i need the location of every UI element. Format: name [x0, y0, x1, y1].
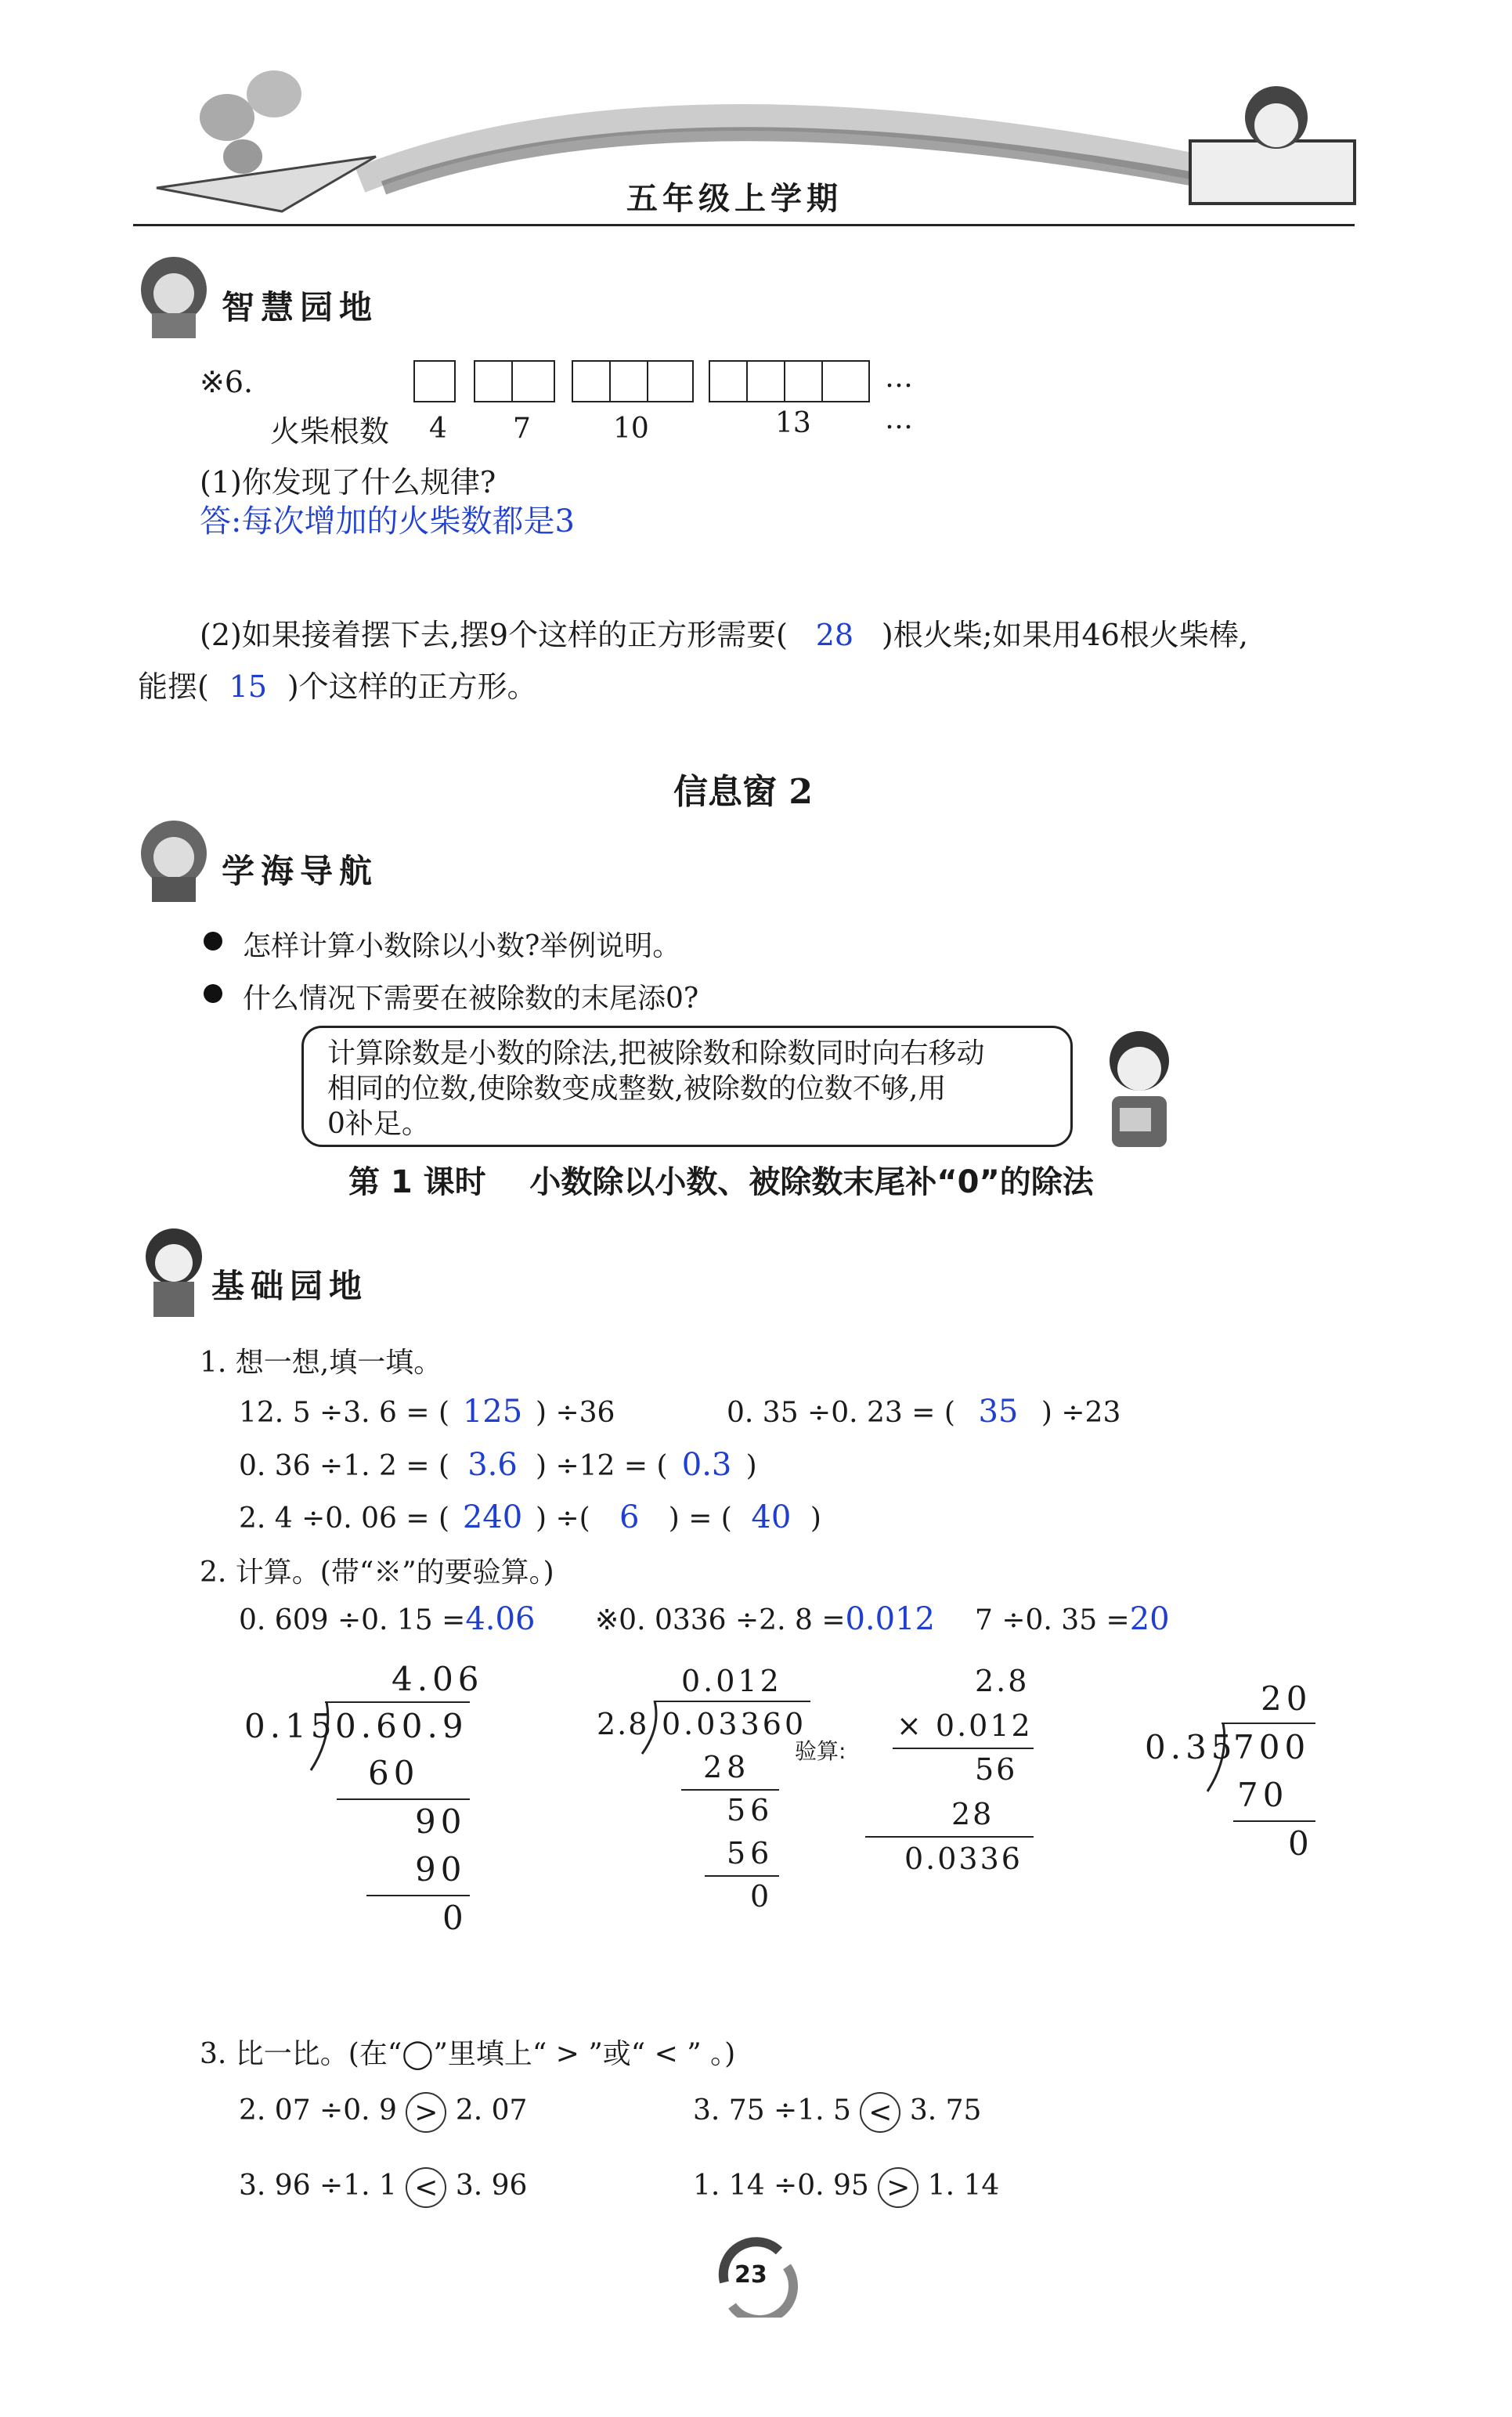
- q3-compare-3: [239, 2167, 527, 2208]
- q1-row3: [239, 1499, 821, 1535]
- q6-part2-text-d: )个这样的正方形。: [287, 669, 537, 704]
- student-avatar-icon-3: [135, 1225, 213, 1319]
- ld2-dividend: 0.03360: [662, 1707, 807, 1741]
- q1-row1a-pre: 12. 5 ÷3. 6 = (: [239, 1397, 449, 1429]
- check-partial-1: 56: [975, 1752, 1018, 1787]
- ld2-step-2: 56: [727, 1793, 774, 1827]
- q3-c1-right: 2. 07: [455, 2094, 528, 2127]
- student-avatar-icon-2: [135, 818, 213, 904]
- q1-row2-pre: 0. 36 ÷1. 2 = (: [239, 1450, 449, 1482]
- matchstick-figure-2: [474, 360, 555, 402]
- ld1-divisor: 0.15: [244, 1707, 337, 1745]
- ld2-line-2: [705, 1875, 779, 1877]
- section-title-basic: 基础园地: [211, 1267, 369, 1305]
- q1-label: 1. 想一想,填一填。: [200, 1347, 442, 1379]
- q6-part2-text-c: 能摆(: [138, 669, 209, 704]
- q3-compare-4: [693, 2167, 999, 2208]
- q2-expr-2-text: ※0. 0336 ÷2. 8 =: [595, 1604, 846, 1636]
- ld3-step-1: 70: [1237, 1776, 1289, 1814]
- ld2-quotient: 0.012: [681, 1664, 782, 1698]
- ld2-divisor: 2.8: [597, 1707, 649, 1741]
- page-number: 23: [734, 2261, 767, 2289]
- q2-expr-1: [239, 1601, 535, 1637]
- ld1-bar: [325, 1701, 470, 1703]
- ld1-step-1: 60: [368, 1754, 420, 1792]
- q3-c4-left: 1. 14 ÷0. 95: [693, 2170, 869, 2202]
- bubble-line-1: 计算除数是小数的除法,把被除数和除数同时向右移动: [327, 1037, 985, 1070]
- lesson-title: 第 1 课时 小数除以小数、被除数末尾补“0”的除法: [348, 1164, 1094, 1200]
- q6-part1-answer: 答:每次增加的火柴数都是3: [200, 503, 575, 539]
- q1-row2-mid: ) ÷12 = (: [536, 1450, 668, 1482]
- ld1-line-2: [366, 1895, 470, 1896]
- q3-c1-left: 2. 07 ÷0. 9: [239, 2094, 397, 2127]
- check-factor-b: × 0.012: [897, 1708, 1033, 1743]
- q3-c2-right: 3. 75: [909, 2094, 982, 2127]
- bullet-1: [204, 932, 222, 951]
- q1-row1b-answer: 35: [978, 1394, 1019, 1430]
- header-rule: [133, 224, 1355, 226]
- q3-c1-circle: >: [406, 2092, 446, 2133]
- q3-c3-right: 3. 96: [455, 2170, 528, 2202]
- q3-c3-circle: <: [406, 2167, 446, 2208]
- q1-row3-answer-2: 6: [619, 1499, 640, 1535]
- q2-expr-3-answer: 20: [1129, 1601, 1170, 1637]
- q3-c3-left: 3. 96 ÷1. 1: [239, 2170, 397, 2202]
- q3-compare-2: [693, 2092, 981, 2133]
- section-title-nav: 学海导航: [222, 852, 379, 890]
- ld3-bar: [1222, 1723, 1315, 1724]
- ld1-dividend: 0.60.9: [335, 1707, 468, 1745]
- q2-expr-3: [975, 1601, 1170, 1637]
- ld2-bar: [654, 1701, 810, 1702]
- info-window-title: 信息窗 2: [673, 772, 813, 812]
- ellipsis-bottom: …: [885, 403, 913, 435]
- ld2-step-1: 28: [703, 1750, 751, 1784]
- ld3-divisor: 0.35: [1145, 1728, 1237, 1766]
- q6-part2-line1: [200, 611, 1248, 654]
- check-label: 验算:: [795, 1738, 846, 1764]
- check-partial-2: 28: [951, 1797, 994, 1831]
- q6-part2-text-a: (2)如果接着摆下去,摆9个这样的正方形需要(: [200, 618, 788, 652]
- count-2: 7: [513, 413, 531, 445]
- q2-expr-3-text: 7 ÷0. 35 =: [975, 1604, 1130, 1636]
- q1-row1a-post: ) ÷36: [536, 1397, 615, 1429]
- ellipsis-top: …: [885, 362, 913, 394]
- q3-c2-left: 3. 75 ÷1. 5: [693, 2094, 851, 2127]
- q6-part1-question: (1)你发现了什么规律?: [200, 465, 496, 500]
- nav-question-1: 怎样计算小数除以小数?举例说明。: [243, 930, 681, 962]
- ld1-line-1: [337, 1798, 470, 1800]
- check-factor-a: 2.8: [975, 1664, 1030, 1698]
- q1-row1a-answer: 125: [462, 1394, 523, 1430]
- q3-c2-circle: <: [860, 2092, 900, 2133]
- q6-part2-answer-1: 28: [815, 618, 854, 652]
- nav-question-2: 什么情况下需要在被除数的末尾添0?: [243, 983, 699, 1015]
- q1-row3-mid-1: ) ÷(: [536, 1503, 590, 1535]
- q3-c4-right: 1. 14: [927, 2170, 1000, 2202]
- ld1-quotient: 4.06: [392, 1660, 484, 1698]
- q6-part2-text-b: )根火柴;如果用46根火柴棒,: [881, 618, 1248, 652]
- ld3-step-2: 0: [1288, 1824, 1314, 1863]
- matchstick-figure-1: [413, 360, 456, 402]
- q6-label: ※6.: [200, 365, 254, 399]
- section-title-wisdom: 智慧园地: [222, 288, 379, 326]
- q6-part2-line2: [138, 662, 537, 705]
- student-avatar-icon: [135, 254, 213, 341]
- q1-row1a: [239, 1394, 615, 1430]
- matchstick-figure-4: [709, 360, 870, 402]
- ld3-line-1: [1233, 1820, 1315, 1822]
- ld2-line-1: [681, 1789, 779, 1791]
- q1-row2-answer-2: 0.3: [681, 1447, 732, 1483]
- matchstick-row-label: 火柴根数: [270, 414, 390, 449]
- q1-row2: [239, 1447, 757, 1483]
- q1-row3-mid-2: ) = (: [668, 1503, 732, 1535]
- ld2-step-4: 0: [750, 1879, 774, 1914]
- q3-c4-circle: >: [878, 2167, 918, 2208]
- q3-compare-1: [239, 2092, 527, 2133]
- q2-expr-1-text: 0. 609 ÷0. 15 =: [239, 1604, 466, 1636]
- ld3-dividend: 700: [1233, 1728, 1311, 1766]
- q1-row2-answer-1: 3.6: [467, 1447, 518, 1483]
- bubble-line-2: 相同的位数,使除数变成整数,被除数的位数不够,用: [327, 1073, 947, 1105]
- check-product: 0.0336: [904, 1842, 1023, 1876]
- q1-row1b-pre: 0. 35 ÷0. 23 = (: [727, 1397, 955, 1429]
- ld1-step-2: 90: [415, 1802, 467, 1841]
- q1-row2-post: ): [745, 1450, 757, 1482]
- bubble-line-3: 0补足。: [327, 1108, 430, 1140]
- q2-expr-1-answer: 4.06: [465, 1601, 536, 1637]
- count-1: 4: [429, 413, 447, 445]
- q2-expr-2-answer: 0.012: [845, 1601, 935, 1637]
- q1-row3-post: ): [810, 1503, 821, 1535]
- q2-label: 2. 计算。(带“※”的要验算。): [200, 1557, 554, 1589]
- q1-row3-answer-3: 40: [751, 1499, 792, 1535]
- check-line-1: [893, 1748, 1034, 1749]
- boy-reading-icon: [1096, 1026, 1182, 1151]
- ld1-step-3: 90: [415, 1850, 467, 1889]
- count-4: 13: [775, 407, 811, 439]
- q1-row3-answer-1: 240: [462, 1499, 523, 1535]
- bullet-2: [204, 984, 222, 1003]
- q3-label: 3. 比一比。(在“◯”里填上“ > ”或“ < ” 。): [200, 2038, 736, 2070]
- q6-part2-answer-2: 15: [229, 669, 267, 704]
- q2-expr-2: [595, 1601, 935, 1637]
- check-line-2: [865, 1836, 1034, 1838]
- q1-row1b: [727, 1394, 1120, 1430]
- ld1-step-4: 0: [442, 1899, 468, 1937]
- speech-bubble: [301, 1026, 1073, 1147]
- q1-row1b-post: ) ÷23: [1041, 1397, 1121, 1429]
- ld2-step-3: 56: [727, 1836, 774, 1870]
- header-title: 五年级上学期: [626, 181, 843, 217]
- count-3: 10: [613, 413, 649, 445]
- ld3-quotient: 20: [1261, 1679, 1312, 1718]
- q1-row3-pre: 2. 4 ÷0. 06 = (: [239, 1503, 449, 1535]
- matchstick-figure-3: [572, 360, 694, 402]
